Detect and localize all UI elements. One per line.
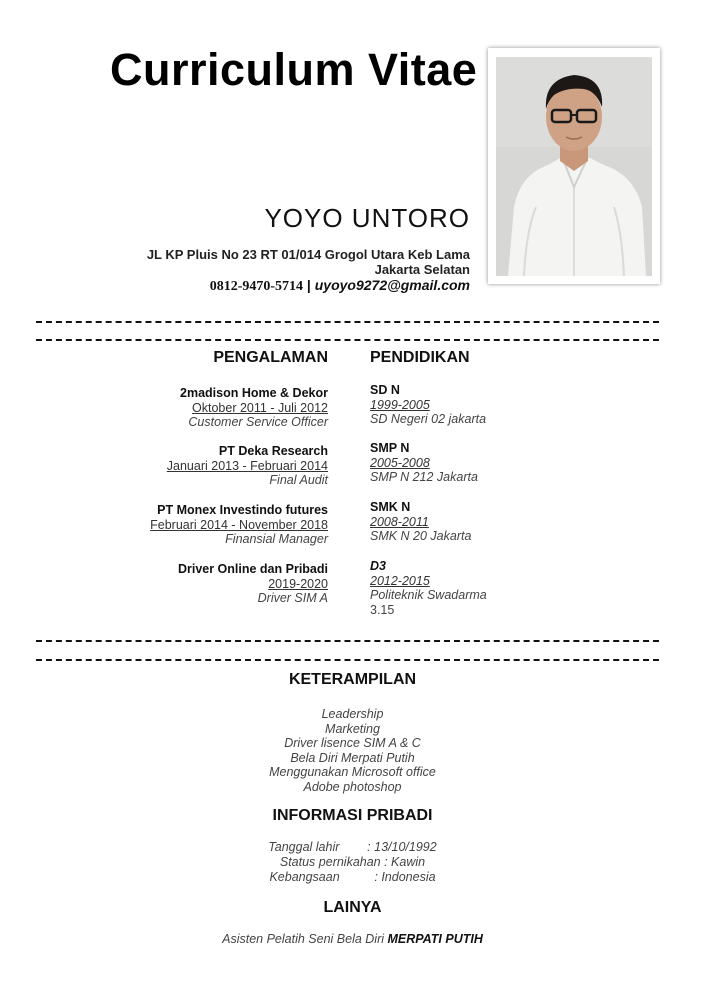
skills-heading: KETERAMPILAN	[288, 671, 417, 688]
education-item	[370, 441, 478, 485]
other-text	[0, 932, 705, 946]
education-level: SMP N	[370, 441, 410, 455]
school-name: SMP N 212 Jakarta	[370, 470, 478, 484]
education-item	[370, 383, 486, 427]
education-heading: PENDIDIKAN	[370, 349, 470, 366]
profile-photo	[488, 48, 660, 284]
company-name: PT Deka Research	[218, 444, 328, 458]
education-years: 2005-2008	[370, 455, 430, 470]
skill-item: Driver lisence SIM A & C	[284, 736, 421, 750]
employment-period: Oktober 2011 - Juli 2012	[192, 400, 328, 415]
profile-photo-image	[496, 57, 652, 276]
skills-list	[0, 707, 705, 794]
divider	[36, 339, 659, 341]
education-years: 2012-2015	[370, 573, 430, 588]
person-name: YOYO UNTORO	[264, 203, 470, 233]
divider	[36, 321, 659, 323]
experience-item	[178, 562, 328, 606]
divider	[36, 659, 659, 661]
education-item	[370, 559, 487, 617]
personal-info-heading: INFORMASI PRIBADI	[272, 807, 433, 824]
education-level: SD N	[370, 383, 400, 397]
address-line-1: JL KP Pluis No 23 RT 01/014 Grogol Utara Keb Lama	[146, 247, 470, 262]
skill-item: Adobe photoshop	[303, 779, 402, 794]
phone-number: 0812-9470-5714	[209, 279, 304, 294]
education-level: SMK N	[370, 500, 411, 514]
skill-item: Menggunakan Microsoft office	[269, 765, 436, 779]
company-name: Driver Online dan Pribadi	[177, 562, 328, 576]
divider	[36, 640, 659, 642]
address-line-2: Jakarta Selatan	[374, 262, 470, 277]
education-item	[370, 500, 471, 544]
skill-item: Marketing	[325, 721, 380, 736]
other-text-bold: MERPATI PUTIH	[387, 932, 483, 946]
experience-item	[150, 503, 328, 547]
cv-title: Curriculum Vitae	[110, 44, 478, 95]
company-name: PT Monex Investindo futures	[157, 503, 328, 517]
contact-line	[100, 277, 470, 295]
skill-item: Bela Diri Merpati Putih	[290, 750, 415, 765]
school-name: SD Negeri 02 jakarta	[370, 412, 487, 426]
gpa-value: 3.15	[370, 602, 395, 617]
education-years: 1999-2005	[370, 397, 430, 412]
contact-separator: |	[303, 277, 315, 293]
experience-heading: PENGALAMAN	[213, 349, 328, 366]
job-role: Driver SIM A	[257, 591, 328, 605]
education-years: 2008-2011	[370, 514, 429, 529]
marital-status: Status pernikahan : Kawin	[279, 855, 426, 869]
email-address: uyoyo9272@gmail.com	[314, 277, 470, 293]
education-level: D3	[370, 559, 386, 573]
school-name: SMK N 20 Jakarta	[370, 529, 472, 543]
birth-date: Tanggal lahir : 13/10/1992	[268, 840, 437, 854]
other-heading: LAINYA	[323, 899, 382, 916]
employment-period: Februari 2014 - November 2018	[150, 517, 328, 532]
employment-period: Januari 2013 - Februari 2014	[166, 458, 328, 473]
job-role: Final Audit	[269, 473, 328, 487]
experience-item	[167, 444, 328, 488]
school-name: Politeknik Swadarma	[370, 588, 487, 602]
skill-item: Leadership	[321, 707, 384, 721]
experience-item	[180, 386, 328, 430]
employment-period: 2019-2020	[268, 576, 328, 591]
job-role: Finansial Manager	[225, 532, 328, 546]
nationality: Kebangsaan : Indonesia	[269, 870, 436, 884]
company-name: 2madison Home & Dekor	[180, 386, 328, 400]
other-text-prefix: Asisten Pelatih Seni Bela Diri	[222, 932, 388, 946]
job-role: Customer Service Officer	[188, 415, 328, 429]
